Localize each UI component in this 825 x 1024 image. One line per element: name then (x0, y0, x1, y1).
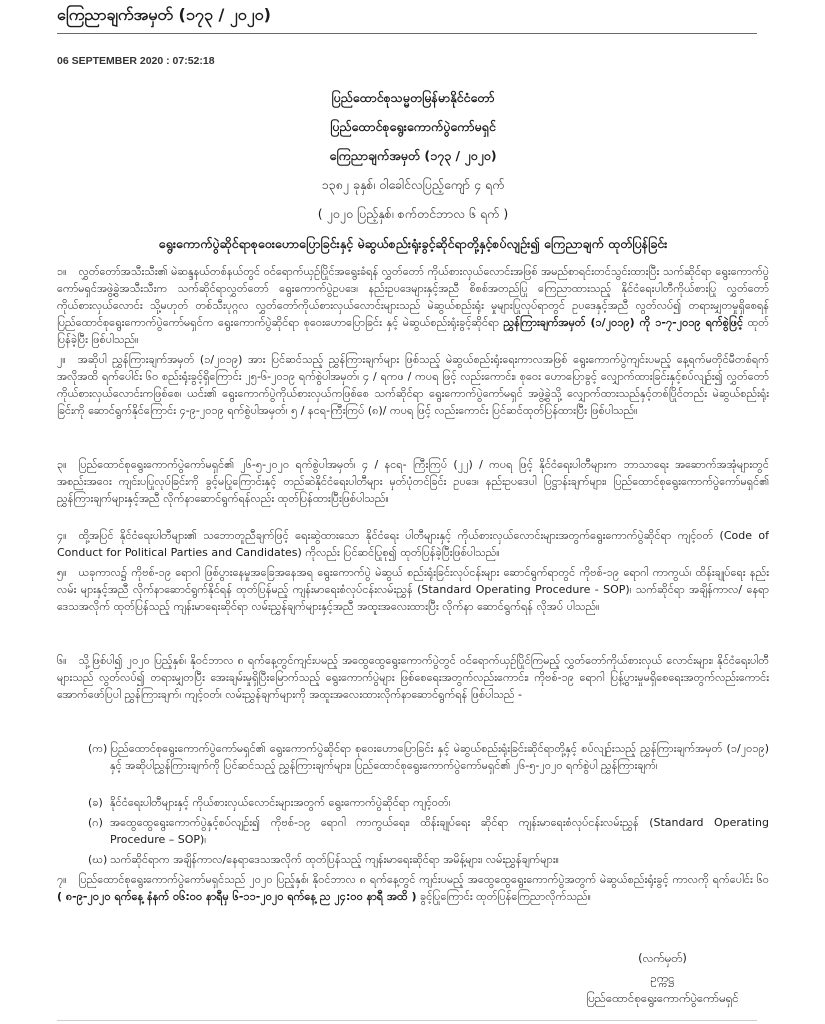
country-name: ပြည်ထောင်စုသမ္မတမြန်မာနိုင်ငံတော် (331, 90, 495, 105)
footer-divider (57, 1020, 757, 1021)
list-item-ga (88, 814, 769, 848)
list-item-kha (88, 794, 769, 811)
paragraph-text: ပြည်ထောင်စုရွေးကောက်ပွဲကော်မရှင်သည် ၂၀၂၀ ပြည့်နှစ်၊ နိုဝင်ဘာလ ၈ ရက်နေ့တွင် ကျင်းပမည့် အထွေထွေရွေးကောက်ပွဲအတွက် မဲဆွယ်စည်းရုံးခွင့် ကာလကို ရက်ပေါင်း ၆၀ (78, 873, 769, 886)
paragraph-text: ထို့အပြင် နိုင်ငံရေးပါတီများ၏ သဘောတူညီချက်ဖြင့် ရေးဆွဲထားသော နိုင်ငံရေး ပါတီများနှင့် ကိုယ်စားလှယ်လောင်းများအတွက်ရွေးကောက်ပွဲဆိုင်ရာ ကျင့်ဝတ် (Code of Conduct for Political Parties and Candidates) ကိုလည်း ပြင်ဆင်ပြုစု၍ ထုတ်ပြန်ခဲ့ပြီးဖြစ်ပါသည်။ (57, 529, 769, 559)
signatory-title: ဥက္ကဋ္ဌ (650, 971, 675, 985)
paragraph-7 (57, 871, 769, 922)
paragraph-text-end: ခွင့်ပြုကြောင်း ထုတ်ပြန်ကြေညာလိုက်သည်။ (416, 890, 591, 903)
paragraph-number: ၄။ (57, 529, 67, 542)
paragraph-emphasis: ညွှန်ကြားချက်အမှတ် (၁/၂၀၁၉) ကို ၁-၇-၂၀၁၉ ရက်စွဲဖြင့် (503, 316, 744, 329)
signed-mark: (လက်မှတ်) (638, 951, 687, 965)
paragraph-1 (57, 263, 769, 348)
paragraph-4 (57, 527, 769, 561)
announcement-number: ကြေညာချက်အမှတ် (၁၇၃ / ၂၀၂၀) (329, 148, 497, 163)
list-item-text: နိုင်ငံရေးပါတီများနှင့် ကိုယ်စားလှယ်လောင်းများအတွက် ရွေးကောက်ပွဲဆိုင်ရာ ကျင့်ဝတ်၊ (110, 796, 451, 809)
document-header-title: ကြေညာချက်အမှတ် (၁၇၃ / ၂၀၂၀) (57, 5, 271, 24)
list-item-text: သက်ဆိုင်ရာက အချိန်ကာလ/နေရာဒေသအလိုက် ထုတ်ပြန်သည့် ကျန်းမာရေးဆိုင်ရာ အမိန့်များ၊ လမ်းညွှန်ချက်များ။ (110, 853, 559, 866)
paragraph-number: ၂။ (57, 353, 66, 366)
myanmar-date: ၁၃၈၂ ခုနှစ်၊ ဝါခေါင်လပြည့်ကျော် ၄ ရက် (321, 177, 505, 192)
publish-datetime: 06 SEPTEMBER 2020 : 07:52:18 (57, 55, 215, 67)
paragraph-number: ၅။ (57, 566, 67, 579)
list-item-label: (ဂ) (88, 816, 103, 829)
paragraph-6 (57, 652, 769, 737)
list-item-text: ပြည်ထောင်စုရွေးကောက်ပွဲကော်မရှင်၏ ရွေးကောက်ပွဲဆိုင်ရာ စုဝေးဟောပြောခြင်း နှင့် မဲဆွယ်စည်းရုံးခြင်းဆိုင်ရာတို့နှင့် စပ်လျဉ်းသည့် ညွှန်ကြားချက်အမှတ် (၁/၂၀၁၉) နှင့် အဆိုပါညွှန်ကြားချက်ကို ပြင်ဆင်သည့် ညွှန်ကြားချက်များ၊ ပြည်ထောင်စုရွေးကောက်ပွဲကော်မရှင်၏ ၂၆-၅-၂၀၂၀ ရက်စွဲပါ ညွှန်ကြားချက်၊ (110, 742, 769, 772)
paragraph-emphasis: ( ၈-၉-၂၀၂၀ ရက်နေ့ နံနက် ၀၆:၀၀ နာရီမှ ၆-၁၁-၂၀၂၀ ရက်နေ့ ည ၂၄:၀၀ နာရီ အထိ ) (57, 890, 417, 903)
list-item-label: (က) (88, 742, 108, 755)
paragraph-number: ၃။ (57, 458, 67, 471)
paragraph-number: ၆။ (57, 654, 67, 667)
paragraph-text: အဆိုပါ ညွှန်ကြားချက်အမှတ် (၁/၂၀၁၉) အား ပြင်ဆင်သည့် ညွှန်ကြားချက်များ ဖြစ်သည့် မဲဆွယ်စည်းရုံးရေးကာလအဖြစ် ရွေးကောက်ပွဲကျင်းပမည့် နေ့ရက်မတိုင်မီတစ်ရက်အလိုအထိ ရက်ပေါင်း ၆၀ စည်းရုံးခွင့်ရှိကြောင်း ၂၅-၆-၂၀၁၉ ရက်စွဲပါအမှတ်၊ ၄ / ရကဖ / ကပရ ဖြင့် လည်းကောင်း၊ စုဝေး ဟောပြောခွင့် လျှောက်ထားခြင်းနှင့်စပ်လျဉ်း၍ လွှတ်တော်ကိုယ်စားလှယ်လောင်းကဖြစ်စေ၊ ယင်း၏ ရွေးကောက်ပွဲကိုယ်စားလှယ်ကဖြစ်စေ သက်ဆိုင်ရာ ရွေးကောက်ပွဲကော်မရှင် အဖွဲ့ခွဲသို့ လျှောက်ထားသည်နှင့်တစ်ပြိုင်တည်း မဲဆွယ်စည်းရုံးခြင်းကို ဆောင်ရွက်နိုင်ကြောင်း ၄-၉-၂၀၁၉ ရက်စွဲပါအမှတ်၊ ၅ / နငရ-ကြီးကြပ် (၈)/ ကပရ ဖြင့် လည်းကောင်း ပြင်ဆင်ထုတ်ပြန်ထားပြီး ဖြစ်ပါသည်။ (57, 353, 769, 417)
paragraph-2 (57, 351, 769, 453)
header-divider (57, 33, 757, 34)
paragraph-text: သို့ဖြစ်ပါ၍ ၂၀၂၀ ပြည့်နှစ်၊ နိုဝင်ဘာလ ၈ ရက်နေ့တွင်ကျင်းပမည့် အထွေထွေရွေးကောက်ပွဲတွင် ဝင်ရောက်ယှဉ်ပြိုင်ကြမည့် လွှတ်တော်ကိုယ်စားလှယ် လောင်းများ၊ နိုင်ငံရေးပါတီများသည် လွတ်လပ်၍ တရားမျှတပြီး အေးချမ်းမှုရှိပြီးမြောက်သည့် ရွေးကောက်ပွဲများ ဖြစ်စေရေးအတွက်လည်းကောင်း၊ ကိုဗစ်-၁၉ ရောဂါ ပြန့်ပွားမှုမရှိစေရေးအတွက်လည်းကောင်း အောက်ဖော်ပြပါ ညွှန်ကြားချက်၊ ကျင့်ဝတ်၊ လမ်းညွှန်ချက်များကို အထူးအလေးထားလိုက်နာဆောင်ရွက်ရန် ဖြစ်ပါသည် - (57, 654, 769, 701)
paragraph-number: ၇။ (57, 873, 67, 886)
paragraph-3 (57, 456, 769, 524)
list-item-ka (88, 740, 769, 791)
list-item-gha (88, 851, 769, 868)
signature-block (560, 948, 765, 1012)
paragraph-5 (57, 564, 769, 649)
paragraph-number: ၁။ (57, 265, 67, 278)
list-item-text: အထွေထွေရွေးကောက်ပွဲနှင့်စပ်လျဉ်း၍ ကိုဗစ်-၁၉ ရောဂါ ကာကွယ်ရေး၊ ထိန်းချုပ်ရေး ဆိုင်ရာ ကျန်းမာရေးစံလုပ်ငန်းလမ်းညွှန် (Standard Operating Procedure – SOP)၊ (110, 816, 769, 846)
paragraph-text: ပြည်ထောင်စုရွေးကောက်ပွဲကော်မရှင်၏ ၂၆-၅-၂၀၂၀ ရက်စွဲပါအမှတ်၊ ၄ / နငရ- ကြီးကြပ် (၂၂) / ကပရ ဖြင့် နိုင်ငံရေးပါတီများက ဘာသာရေး အဆောက်အအုံများတွင် အစည်းအဝေး ကျင်းပပြုလုပ်ခြင်းကို ခွင့်မပြုကြောင်းနှင့် တည်ဆဲနိုင်ငံရေးပါတီများ မှတ်ပုံတင်ခြင်း ဥပဒေ၊ နည်းဥပဒေပါ ပြဋ္ဌာန်းချက်များ၊ ပြည်ထောင်စုရွေးကောက်ပွဲကော်မရှင်၏ ညွှန်ကြားချက်များနှင့်အညီ လိုက်နာဆောင်ရွက်ရန်လည်း ထုတ်ပြန်ထားပြီးဖြစ်ပါသည်။ (57, 458, 769, 505)
paragraph-text: ယခုကာလ၌ ကိုဗစ်-၁၉ ရောဂါ ဖြစ်ပွားနေမှုအခြေအနေအရ ရွေးကောက်ပွဲ မဲဆွယ် စည်းရုံးခြင်းလုပ်ငန်းများ ဆောင်ရွက်ရာတွင် ကိုဗစ်-၁၉ ရောဂါ ကာကွယ်၊ ထိန်းချုပ်ရေး နည်းလမ်း များနှင့်အညီ လိုက်နာဆောင်ရွက်နိုင်ရန် ထုတ်ပြန်မည့် ကျန်းမာရေးစံလုပ်ငန်းလမ်းညွှန် (Standard Operating Procedure - SOP)၊ သက်ဆိုင်ရာ အချိန်ကာလ/ နေရာဒေသအလိုက် ထုတ်ပြန်သည့် ကျန်းမာရေးဆိုင်ရာ လမ်းညွှန်ချက်များနှင့်အညီ အထူးအလေးထားပြီး လိုက်နာ ဆောင်ရွက်ရန် လိုအပ် ပါသည်။ (57, 566, 769, 613)
signatory-organization: ပြည်ထောင်စုရွေးကောက်ပွဲကော်မရှင် (586, 991, 739, 1005)
commission-name: ပြည်ထောင်စုရွေးကောက်ပွဲကော်မရှင် (330, 119, 496, 134)
paragraph-text-end: ထုတ်ပြန်ခဲ့ပြီး ဖြစ်ပါသည်။ (57, 316, 769, 346)
paragraph-text: လွှတ်တော်အသီးသီး၏ မဲဆန္ဒနယ်တစ်နယ်တွင် ဝင်ရောက်ယှဉ်ပြိုင်အရွေးခံရန် လွှတ်တော် ကိုယ်စားလှယ်လောင်းအဖြစ် အမည်စာရင်းတင်သွင်းထားပြီး သက်ဆိုင်ရာ ရွေးကောက်ပွဲ ကော်မရှင်အဖွဲ့ခွဲအသီးသီးက သက်ဆိုင်ရာလွှတ်တော် ရွေးကောက်ပွဲဥပဒေ၊ နည်းဥပဒေများနှင့်အညီ စိစစ်အတည်ပြု ကြေညာထားသည့် နိုင်ငံရေးပါတီကိုယ်စားပြု လွှတ်တော်ကိုယ်စားလှယ်လောင်း သို့မဟုတ် တစ်သီးပုဂ္ဂလ လွှတ်တော်ကိုယ်စားလှယ်လောင်းများသည် မဲဆွယ်စည်းရုံး မှုများပြုလုပ်ရာတွင် ဥပဒေနှင့်အညီ လွတ်လပ်၍ တရားမျှတမှုရှိစေရန် ပြည်ထောင်စုရွေးကောက်ပွဲကော်မရှင်က ရွေးကောက်ပွဲဆိုင်ရာ စုဝေးဟောပြောခြင်း နှင့် မဲဆွယ်စည်းရုံးခွင့်ဆိုင်ရာ (57, 265, 769, 329)
announcement-subject: ရွေးကောက်ပွဲဆိုင်ရာစုဝေးဟောပြောခြင်းနှင့် မဲဆွယ်စည်းရုံးခွင့်ဆိုင်ရာတို့နှင့်စပ်လျဉ်း၍ ကြေညာချက် ထုတ်ပြန်ခြင်း (158, 236, 668, 251)
list-item-label: (ဃ) (88, 853, 108, 866)
list-item-label: (ခ) (88, 796, 103, 809)
gregorian-date: ( ၂၀၂၀ ပြည့်နှစ်၊ စက်တင်ဘာလ ၆ ရက် ) (317, 206, 509, 221)
